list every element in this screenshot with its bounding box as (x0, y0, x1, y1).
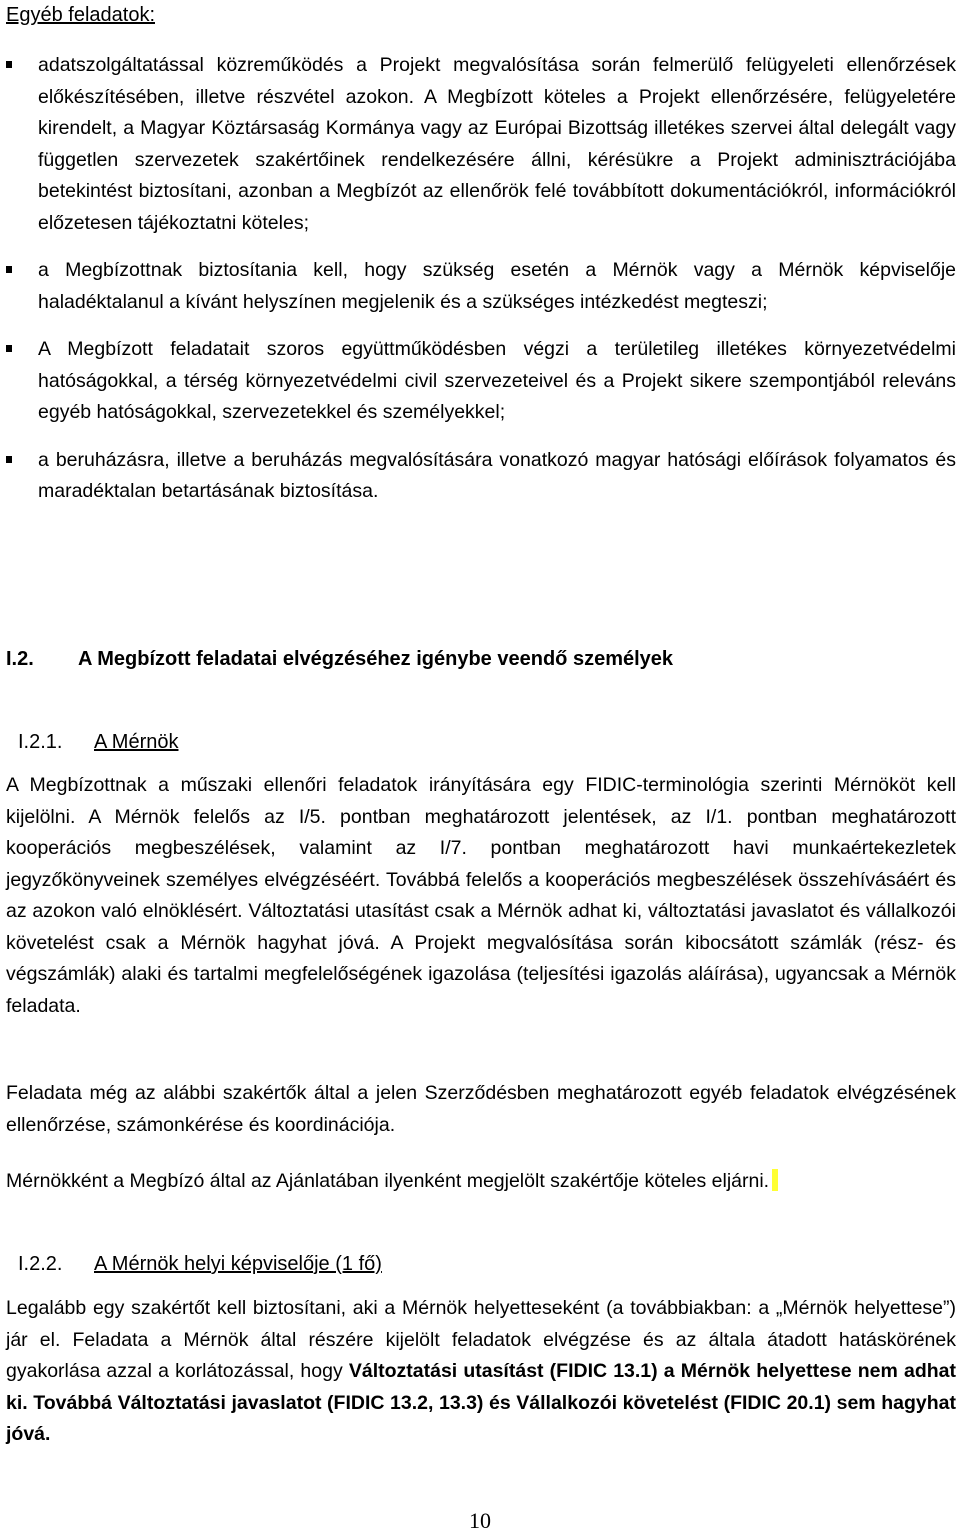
paragraph-engineer-appointment (6, 1166, 956, 1198)
subsection-title-engineer (18, 727, 948, 757)
paragraph-local-representative (6, 1293, 956, 1451)
list-item (0, 255, 960, 318)
list-item-text: adatszolgáltatással közreműködés a Projekt megvalósítása során felmerülő felügyeleti ellenőrzések előkészítésében, illetve részvétel azokon. A Megbízott köteles a Projekt ellenőrzésére, felügyeletére kirendelt, a Magyar Köztársaság Kormánya vagy az Európai Bizottság illetékes szervei által delegált vagy független szervezetek szakértőinek rendelkezésére állni, kérésükre a Projekt adminisztrációjába betekintést biztosítani, azonban a Megbízót az ellenőrök felé továbbított dokumentációkról, információkról előzetesen tájékoztatni köteles; (38, 54, 956, 234)
section-heading-other-tasks: Egyéb feladatok: (6, 4, 155, 26)
square-bullet-icon (6, 61, 12, 68)
square-bullet-icon (6, 345, 12, 352)
page-number: 10 (469, 1508, 491, 1533)
list-item (0, 334, 960, 429)
list-item (0, 50, 960, 239)
list-item-text: a Megbízottnak biztosítania kell, hogy szükség esetén a Mérnök vagy a Mérnök képviselője haladéktalanul a kívánt helyszínen megjelenik és a szükséges intézkedést megteszi; (38, 259, 956, 313)
subsection-title-local-representative (18, 1249, 948, 1279)
square-bullet-icon (6, 266, 12, 273)
list-item-text: a beruházásra, illetve a beruházás megvalósítására vonatkozó magyar hatósági előírások folyamatos és maradéktalan betartásának biztosítása. (38, 448, 956, 502)
paragraph-text: Mérnökként a Megbízó által az Ajánlatában ilyenként megjelölt szakértője köteles eljárni. (6, 1170, 770, 1192)
highlight-marker (772, 1169, 778, 1191)
square-bullet-icon (6, 456, 12, 463)
bullet-list (0, 50, 960, 524)
list-item-text: A Megbízott feladatait szoros együttműködésben végzi a területileg illetékes környezetvédelmi hatóságokkal, a térség környezetvédelmi civil szervezeteivel és a Projekt sikere szempontjából releváns egyéb hatóságokkal, szervezetekkel és személyekkel; (38, 338, 956, 423)
list-item (0, 445, 960, 508)
section-title-text: A Megbízott feladatai elvégzéséhez igénybe veendő személyek (78, 648, 674, 670)
subsection-number: I.2.1. (18, 731, 63, 753)
paragraph-text: Legalább egy szakértőt kell biztosítani, aki a Mérnök helyetteseként (a továbbiakban: a „Mérnök helyettese”) jár el. Feladata a Mérnök által részére kijelölt feladatok elvégzése és az általa átadott hatáskörének gyakorlása azzal a korlátozással, hogy (6, 1297, 956, 1382)
subsection-number: I.2.2. (18, 1253, 63, 1275)
paragraph-bold-text: Változtatási utasítást (FIDIC 13.1) a Mérnök helyettese nem adhat ki. Továbbá Változtatási javaslatot (FIDIC 13.2, 13.3) és Vállalkozói követelést (FIDIC 20.1) sem hagyhat jóvá. (6, 1360, 956, 1445)
paragraph-engineer-duties: A Megbízottnak a műszaki ellenőri feladatok irányítására egy FIDIC-terminológia szerinti Mérnököt kell kijelölni. A Mérnök felelős az I/5. pontban meghatározott jelentések, az I/1. pontban meghatározott kooperációs megbeszélések, valamint az I/7. pontban meghatározott havi munkaértekezletek jegyzőkönyveinek személyes elvégzéséért. Továbbá felelős a kooperációs megbeszélések összehívásáért és az azokon való elnöklésért. Változtatási utasítást csak a Mérnök adhat ki, változtatási javaslatot és vállalkozói követelést csak a Mérnök hagyhat jóvá. A Projekt megvalósítása során kibocsátott számlák (rész- és végszámlák) alaki és tartalmi megfelelőségének igazolása (teljesítési igazolás aláírása), ugyancsak a Mérnök feladata. (6, 774, 956, 1017)
section-number: I.2. (6, 648, 34, 670)
paragraph-engineer-additional: Feladata még az alábbi szakértők által a jelen Szerződésben meghatározott egyéb feladatok elvégzésének ellenőrzése, számonkérése és koordinációja. (6, 1082, 956, 1136)
subsection-title-text: A Mérnök helyi képviselője (1 fő) (94, 1253, 382, 1275)
subsection-title-text: A Mérnök (94, 731, 179, 753)
section-title (6, 644, 956, 674)
